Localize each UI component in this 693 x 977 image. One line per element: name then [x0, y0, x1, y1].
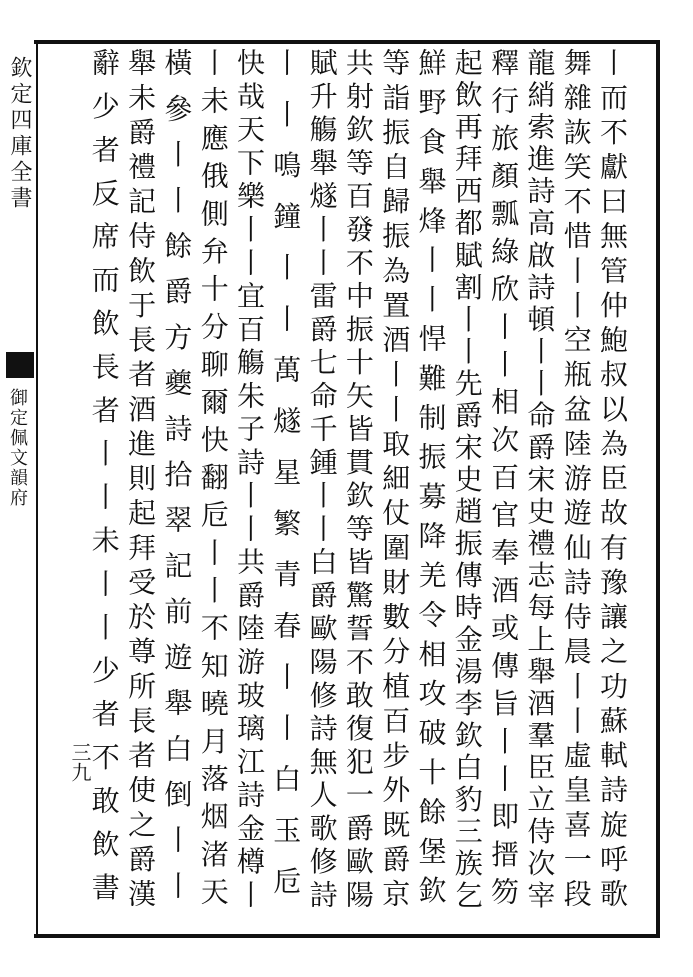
- column-text: 起飲再拜西都賦割丨丨先爵宋史趙振傳時金湯李欽白豹三族乞: [450, 48, 484, 913]
- column-text: 共射欽等百發不中振十矢皆貫欽等皆驚誓不敢復犯一爵歐陽: [341, 48, 375, 913]
- right-border: [656, 40, 660, 938]
- column-text: 釋行旅顏瓢綠欣丨丨相次百官奉酒或傳旨丨丨即搢笏: [487, 48, 521, 915]
- column-text: 鮮野食舉烽丨丨悍難制振募降羌令相攻破十餘堡欽: [414, 48, 448, 915]
- page-number: 三九: [68, 742, 92, 782]
- fish-tail-mark: [6, 352, 34, 378]
- column-text: 辭少者反席而飲長者丨丨未丨丨少者不敢飲書: [87, 48, 121, 916]
- margin-line: [36, 40, 38, 938]
- column-text: 龍綃索進詩高啟詩頓丨丨命爵宋史禮志每上舉酒羣臣立侍次宰: [523, 48, 557, 913]
- margin-work-title: 御定佩文韻府: [7, 388, 28, 508]
- column-text: 等詣振自歸振為置酒丨丨取細仗圍財數分植百步外既爵京: [378, 48, 412, 914]
- column-text: 快哉天下樂丨丨宜百觴朱子詩丨丨共爵陸游玻璃江詩金樽丨: [233, 48, 266, 913]
- column-text: 橫參丨丨餘爵方夔詩拾翠記前遊舉白倒丨丨: [160, 48, 194, 917]
- margin-book-title: 欽定四庫全書: [7, 56, 32, 212]
- top-border: [34, 40, 660, 44]
- column-text: 賦升觴舉燧丨丨雷爵七命千鍾丨丨白爵歐陽修詩無人歌修詩: [305, 48, 339, 913]
- column-text: 丨而不獻曰無管仲鮑叔以為臣故有豫讓之功蘇軾詩旋呼歌: [596, 48, 629, 914]
- margin-column: [2, 52, 36, 932]
- text-column: [70, 48, 134, 928]
- column-text: 丨未應俄側弁十分聊爾快翻卮丨丨不知曉月落烟渚天: [196, 48, 230, 915]
- column-text: 舉未爵禮記侍飲于長者酒進則起拜受於尊所長者使之爵漢: [124, 48, 158, 914]
- column-text: 丨丨鳴鐘丨丨萬燧星繁青春丨丨白玉卮: [269, 48, 303, 918]
- column-text: 舞雜詼笑不惜丨丨空瓶盆陸游遊仙詩侍晨丨丨虛皇喜一段: [559, 48, 593, 914]
- bottom-border: [34, 934, 660, 938]
